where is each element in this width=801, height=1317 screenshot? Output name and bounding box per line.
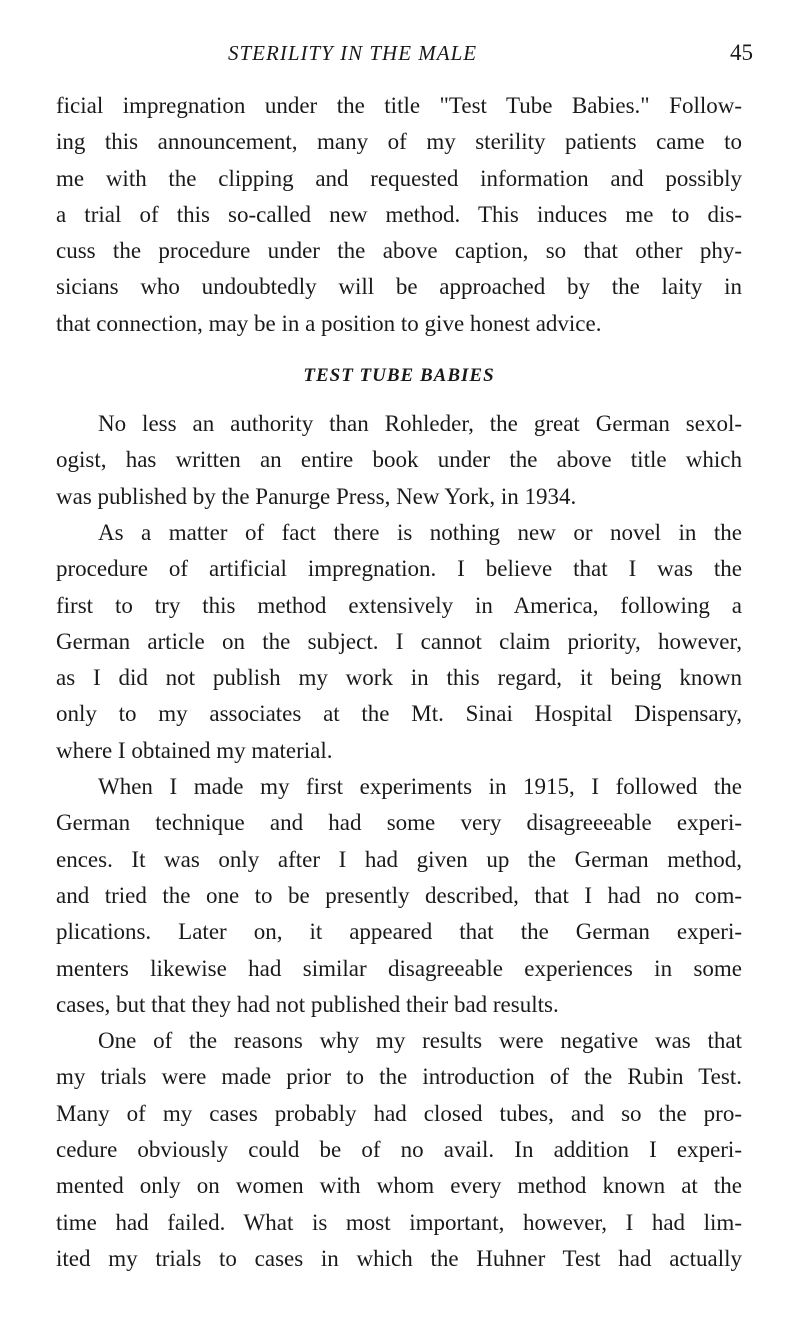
running-title: STERILITY IN THE MALE xyxy=(228,41,478,65)
text-line: first to try this method extensively in America, following a xyxy=(56,592,742,618)
text-line: my trials were made prior to the introduction of the Rubin Test. xyxy=(56,1064,742,1090)
text-line: ences. It was only after I had given up the German method, xyxy=(56,846,742,872)
text-line: cuss the procedure under the above caption, so that other phy- xyxy=(56,238,742,264)
text-line: that connection, may be in a position to give honest advice. xyxy=(56,310,602,336)
text-line: ing this announcement, many of my sterility patients came to xyxy=(56,129,742,155)
text-line: German technique and had some very disagreeeable experi- xyxy=(56,810,742,836)
text-line: One of the reasons why my results were negative was that xyxy=(98,1028,742,1054)
paragraph xyxy=(56,1023,742,1277)
section-heading: TEST TUBE BABIES xyxy=(303,365,495,387)
paragraph xyxy=(56,406,742,515)
paragraph xyxy=(56,769,742,1023)
text-line: Many of my cases probably had closed tubes, and so the pro- xyxy=(56,1100,742,1126)
running-header xyxy=(0,38,801,68)
text-line: German article on the subject. I cannot claim priority, however, xyxy=(56,628,742,654)
text-line: plications. Later on, it appeared that the German experi- xyxy=(56,919,742,945)
text-line: where I obtained my material. xyxy=(56,737,333,763)
text-line: mented only on women with whom every method known at the xyxy=(56,1173,742,1199)
body-text xyxy=(56,88,742,1277)
text-line: me with the clipping and requested information and possibly xyxy=(56,165,742,191)
text-line: a trial of this so-called new method. This induces me to dis- xyxy=(56,201,742,227)
text-line: procedure of artificial impregnation. I believe that I was the xyxy=(56,556,742,582)
paragraph-continued xyxy=(56,88,742,342)
text-line: ficial impregnation under the title "Test Tube Babies." Follow- xyxy=(56,93,742,118)
text-line: only to my associates at the Mt. Sinai Hospital Dispensary, xyxy=(56,701,742,727)
text-line: and tried the one to be presently described, that I had no com- xyxy=(56,882,742,908)
text-line: ogist, has written an entire book under the above title which xyxy=(56,447,742,473)
text-line: When I made my first experiments in 1915, I followed the xyxy=(98,774,742,800)
text-line: cases, but that they had not published their bad results. xyxy=(56,991,559,1017)
text-line: No less an authority than Rohleder, the great German sexol- xyxy=(98,411,742,437)
text-line: menters likewise had similar disagreeable experiences in some xyxy=(56,955,742,981)
text-line: As a matter of fact there is nothing new or novel in the xyxy=(98,519,742,545)
text-line: time had failed. What is most important, however, I had lim- xyxy=(56,1209,742,1235)
page-number: 45 xyxy=(730,40,753,65)
text-line: cedure obviously could be of no avail. In addition I experi- xyxy=(56,1137,742,1163)
text-line: ited my trials to cases in which the Huhner Test had actually xyxy=(56,1245,742,1271)
text-line: sicians who undoubtedly will be approached by the laity in xyxy=(56,274,742,300)
paragraph xyxy=(56,515,742,769)
text-line: as I did not publish my work in this regard, it being known xyxy=(56,665,742,691)
text-line: was published by the Panurge Press, New York, in 1934. xyxy=(56,483,577,509)
